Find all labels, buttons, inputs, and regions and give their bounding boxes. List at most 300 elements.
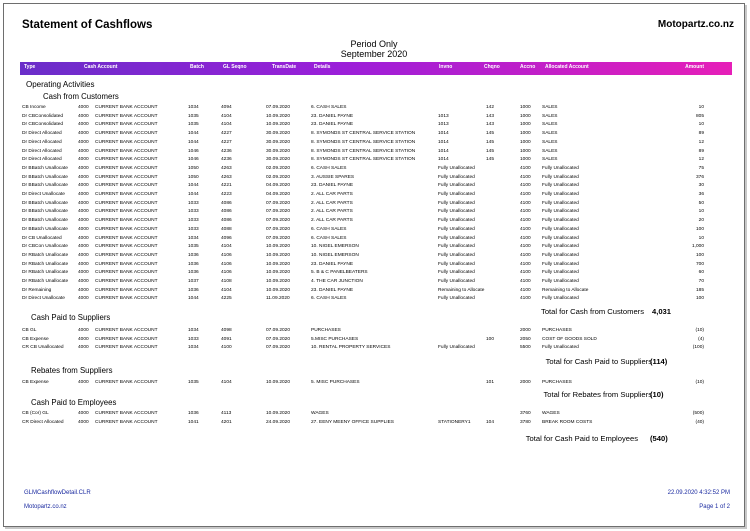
row-trans-date: 30.09.2020 [266,139,291,145]
row-chqno: 145 [486,131,495,137]
row-allocated-account: Fully Unallocated [542,252,579,258]
row-details: 10. RENTAL PROPERTY SERVICES [311,345,391,351]
row-amount: (10) [695,328,704,333]
row-cash-acc: 4000 [78,200,89,206]
row-allocated-account: Fully Unallocated [542,270,579,276]
row-cash-acc: 4000 [78,328,89,333]
row-trans-date: 07.09.2020 [266,345,291,351]
row-allocated-account: WAGES [542,411,560,416]
row-invno: 1014 [438,148,449,154]
row-cash-acc: 4000 [78,419,89,425]
row-type: Dr RBatch Unallocate [22,261,69,267]
row-cash-acc: 4000 [78,148,89,154]
row-batch: 1044 [188,183,199,189]
table-row [4,139,744,147]
row-cash-acc-name: CURRENT BANK ACCOUNT [95,345,158,351]
row-gl-seqno: 4263 [221,174,232,180]
row-invno: Fully Unallocated [438,345,475,351]
row-accno: 4100 [520,287,531,293]
row-type: Dr BBatch Unallocate [22,174,68,180]
row-batch: 1035 [188,244,199,250]
row-cash-acc-name: CURRENT BANK ACCOUNT [95,296,158,302]
row-amount: (4) [698,336,704,342]
report-file: GLMCashflowDetail.CLR [24,490,91,496]
table-row [4,156,744,164]
row-cash-acc: 4000 [78,174,89,180]
row-trans-date: 07.09.2020 [266,218,291,224]
row-amount: 700 [695,261,704,267]
row-details: 10. NIGEL EMERSON [311,244,359,250]
row-batch: 1044 [188,131,199,137]
row-accno: 1000 [520,122,531,128]
row-accno: 4100 [520,235,531,241]
row-cash-acc-name: CURRENT BANK ACCOUNT [95,122,158,128]
row-allocated-account: SALES [542,148,558,154]
row-invno: Fully Unallocated [438,235,475,241]
row-cash-acc-name: CURRENT BANK ACCOUNT [95,287,158,293]
row-type: CB Income [22,105,46,110]
row-amount: 70 [698,279,704,284]
row-accno: 1000 [520,148,531,154]
row-cash-acc-name: CURRENT BANK ACCOUNT [95,165,158,171]
row-cash-acc-name: CURRENT BANK ACCOUNT [95,226,158,232]
row-allocated-account: BREAK ROOM COSTS [542,419,593,425]
row-cash-acc: 4000 [78,209,89,215]
row-chqno: 143 [486,122,495,128]
row-batch: 1034 [188,345,199,351]
row-cash-acc-name: CURRENT BANK ACCOUNT [95,183,158,189]
row-chqno: 145 [486,157,495,163]
row-batch: 1036 [188,287,199,293]
row-details: 27. EENY MEENY OFFICE SUPPLIES [311,419,394,425]
table-row [4,295,744,303]
row-accno: 3760 [520,411,531,416]
row-batch: 1034 [188,105,199,110]
row-batch: 1050 [188,165,199,171]
row-batch: 1033 [188,336,199,342]
row-allocated-account: PURCHASES [542,380,572,385]
period-month: September 2020 [340,49,408,59]
section-heading: Rebates from Suppliers [31,366,113,375]
row-cash-acc: 4000 [78,270,89,276]
row-type: CB GL [22,328,37,333]
row-trans-date: 10.09.2020 [266,252,291,258]
row-gl-seqno: 4098 [221,328,232,333]
row-cash-acc: 4000 [78,261,89,267]
row-amount: (100) [692,345,704,351]
row-cash-acc-name: CURRENT BANK ACCOUNT [95,244,158,250]
row-details: 5. B & C PANELBEATERS [311,270,368,276]
row-details: PURCHASES [311,328,341,333]
table-row [4,278,744,286]
table-row [4,269,744,277]
row-batch: 1044 [188,296,199,302]
row-accno: 4100 [520,192,531,197]
row-batch: 1033 [188,200,199,206]
row-invno: 1014 [438,157,449,163]
section-total-label: Total for Rebates from Suppliers [543,390,652,399]
row-type: Dr CBConsolidated [22,122,64,128]
row-accno: 4100 [520,183,531,189]
row-accno: 4100 [520,174,531,180]
row-details: 6. CASH SALES [311,105,347,110]
row-details: 23. DANIEL PAYNE [311,183,354,189]
row-allocated-account: Fully Unallocated [542,209,579,215]
row-chqno: 100 [486,336,495,342]
row-accno: 4100 [520,226,531,232]
row-accno: 2000 [520,328,531,333]
row-invno: Fully Unallocated [438,270,475,276]
section-total-label: Total for Cash Paid to Suppliers [545,357,652,366]
row-allocated-account: Remaining to Allocate [542,287,589,293]
row-cash-acc-name: CURRENT BANK ACCOUNT [95,148,158,154]
row-cash-acc: 4000 [78,139,89,145]
table-row [4,336,744,344]
row-accno: 1000 [520,105,531,110]
section-heading: Cash Paid to Suppliers [31,313,111,322]
row-amount: (500) [692,411,704,416]
col-trans-date: TransDate [272,64,297,70]
row-cash-acc: 4000 [78,252,89,258]
row-trans-date: 10.09.2020 [266,287,291,293]
row-cash-acc-name: CURRENT BANK ACCOUNT [95,218,158,224]
row-trans-date: 10.09.2020 [266,411,291,416]
row-details: 2. ALL CAR PARTS [311,192,353,197]
row-gl-seqno: 4113 [221,411,232,416]
row-gl-seqno: 4227 [221,131,232,137]
col-details: Details [314,64,331,70]
row-accno: 4100 [520,218,531,224]
section-total-value: (540) [650,434,668,443]
row-invno: 1013 [438,122,449,128]
row-cash-acc-name: CURRENT BANK ACCOUNT [95,192,158,197]
row-accno: 4100 [520,279,531,284]
row-trans-date: 07.09.2020 [266,209,291,215]
row-gl-seqno: 4088 [221,226,232,232]
row-cash-acc: 4000 [78,336,89,342]
row-invno: 1014 [438,139,449,145]
table-row [4,261,744,269]
row-batch: 1033 [188,218,199,224]
row-allocated-account: COST OF GOODS SOLD [542,336,597,342]
row-accno: 1000 [520,131,531,137]
row-invno: Fully Unallocated [438,261,475,267]
row-trans-date: 07.09.2020 [266,336,291,342]
row-trans-date: 07.09.2020 [266,235,291,241]
row-invno: STATIONERY1 [438,419,471,425]
row-allocated-account: SALES [542,131,558,137]
period-label: Period Only [350,39,398,49]
row-amount: 10 [698,235,704,241]
section-total-label: Total for Cash from Customers [541,307,644,316]
row-gl-seqno: 4236 [221,148,232,154]
row-accno: 4100 [520,261,531,267]
row-amount: 89 [698,131,704,137]
row-trans-date: 10.09.2020 [266,270,291,276]
row-details: 8. SYMONDS ST CENTRAL SERVICE STATION [311,139,416,145]
row-batch: 1046 [188,157,199,163]
row-details: 2. ALL CAR PARTS [311,200,353,206]
row-invno: Remaining to Allocate [438,287,485,293]
row-type: Dr Remaining [22,287,52,293]
row-amount: 50 [698,200,704,206]
row-cash-acc: 4000 [78,122,89,128]
section-total-value: (10) [650,390,664,399]
row-accno: 4100 [520,296,531,302]
row-trans-date: 07.09.2020 [266,105,291,110]
row-gl-seqno: 4236 [221,157,232,163]
row-details: 8. SYMONDS ST CENTRAL SERVICE STATION [311,131,416,137]
row-details: WAGES [311,411,329,416]
row-invno: Fully Unallocated [438,252,475,258]
row-type: Dr RBatch Unallocate [22,279,69,284]
row-accno: 1000 [520,139,531,145]
row-amount: 10 [698,209,704,215]
row-trans-date: 30.09.2020 [266,148,291,154]
operating-activities-heading: Operating Activities [26,80,95,89]
row-allocated-account: Fully Unallocated [542,226,579,232]
row-invno: Fully Unallocated [438,244,475,250]
row-gl-seqno: 4086 [221,200,232,206]
row-batch: 1034 [188,328,199,333]
row-trans-date: 07.09.2020 [266,226,291,232]
row-cash-acc-name: CURRENT BANK ACCOUNT [95,328,158,333]
row-batch: 1050 [188,174,199,180]
company-site: Motopartz.co.nz [657,19,734,30]
col-batch: Batch [190,64,204,70]
row-amount: 36 [698,192,704,197]
row-invno: Fully Unallocated [438,183,475,189]
row-type: Dr BBatch Unallocate [22,209,68,215]
row-accno: 4100 [520,165,531,171]
row-cash-acc: 4000 [78,287,89,293]
row-details: 2. ALL CAR PARTS [311,209,353,215]
row-cash-acc-name: CURRENT BANK ACCOUNT [95,157,158,163]
report-page [3,3,745,527]
report-title: Statement of Cashflows [22,19,153,31]
table-row [4,208,744,216]
row-cash-acc-name: CURRENT BANK ACCOUNT [95,113,158,119]
column-header-bar [20,62,732,75]
row-type: CR Direct Allocated [22,419,64,425]
table-row [4,113,744,121]
col-invno: Invno [439,64,453,70]
table-row [4,148,744,156]
row-details: 23. DANIEL PAYNE [311,122,354,128]
row-cash-acc-name: CURRENT BANK ACCOUNT [95,261,158,267]
row-type: Dr Direct Allocated [22,148,62,154]
row-amount: 75 [698,165,704,171]
row-gl-seqno: 4086 [221,209,232,215]
row-cash-acc-name: CURRENT BANK ACCOUNT [95,279,158,284]
row-amount: 10 [698,122,704,128]
row-trans-date: 10.09.2020 [266,261,291,267]
row-details: 6. CASH SALES [311,235,347,241]
row-cash-acc: 4000 [78,183,89,189]
row-details: 23. DANIEL PAYNE [311,113,354,119]
row-type: Dr Direct Unallocate [22,296,65,302]
row-cash-acc-name: CURRENT BANK ACCOUNT [95,209,158,215]
row-cash-acc: 4000 [78,244,89,250]
row-batch: 1034 [188,235,199,241]
row-cash-acc-name: CURRENT BANK ACCOUNT [95,200,158,206]
row-invno: Fully Unallocated [438,200,475,206]
row-cash-acc-name: CURRENT BANK ACCOUNT [95,174,158,180]
row-amount: 30 [698,183,704,189]
col-cash-account: Cash Account [84,64,118,70]
row-amount: 100 [695,296,704,302]
row-chqno: 143 [486,113,495,119]
row-batch: 1036 [188,411,199,416]
table-row [4,419,744,427]
row-allocated-account: Fully Unallocated [542,345,579,351]
row-type: CR CB Unallocated [22,345,64,351]
row-type: Dr Direct Allocated [22,139,62,145]
page-number: Page 1 of 2 [699,504,730,510]
row-allocated-account: Fully Unallocated [542,244,579,250]
table-row [4,410,744,418]
row-accno: 2000 [520,380,531,385]
row-gl-seqno: 4104 [221,380,232,385]
row-batch: 1035 [188,380,199,385]
row-trans-date: 10.09.2020 [266,122,291,128]
row-accno: 3780 [520,419,531,425]
row-allocated-account: SALES [542,122,558,128]
row-type: Dr Direct Unallocate [22,192,65,197]
row-trans-date: 07.09.2020 [266,328,291,333]
row-chqno: 104 [486,419,495,425]
row-gl-seqno: 4091 [221,336,232,342]
row-batch: 1036 [188,261,199,267]
row-gl-seqno: 4086 [221,218,232,224]
row-allocated-account: Fully Unallocated [542,165,579,171]
row-allocated-account: Fully Unallocated [542,296,579,302]
row-gl-seqno: 4106 [221,270,232,276]
row-amount: 60 [698,270,704,276]
row-details: 10. NIGEL EMERSON [311,252,359,258]
row-trans-date: 10.09.2020 [266,380,291,385]
row-gl-seqno: 4263 [221,165,232,171]
row-cash-acc: 4000 [78,157,89,163]
row-cash-acc-name: CURRENT BANK ACCOUNT [95,105,158,110]
row-details: 8. SYMONDS ST CENTRAL SERVICE STATION [311,157,416,163]
row-type: CB Expense [22,336,49,342]
row-chqno: 101 [486,380,495,385]
section-total-value: 4,031 [652,307,672,316]
row-amount: 805 [695,113,704,119]
row-allocated-account: Fully Unallocated [542,218,579,224]
row-gl-seqno: 4225 [221,296,232,302]
row-amount: 10 [698,105,704,110]
row-details: 3. AUSSIE SPARES [311,174,355,180]
row-details: 5.MISC PURCHASES [311,336,359,342]
table-row [4,165,744,173]
row-cash-acc-name: CURRENT BANK ACCOUNT [95,419,158,425]
table-row [4,182,744,190]
row-cash-acc: 4000 [78,226,89,232]
row-gl-seqno: 4106 [221,261,232,267]
row-chqno: 142 [486,105,495,110]
row-amount: 1,000 [691,244,704,250]
row-allocated-account: SALES [542,139,558,145]
row-cash-acc-name: CURRENT BANK ACCOUNT [95,380,158,385]
row-allocated-account: Fully Unallocated [542,200,579,206]
col-gl-seqno: GL Seqno [223,64,247,70]
row-accno: 1000 [520,113,531,119]
row-batch: 1044 [188,192,199,197]
table-row [4,121,744,129]
row-allocated-account: Fully Unallocated [542,235,579,241]
row-gl-seqno: 4104 [221,113,232,119]
row-invno: Fully Unallocated [438,174,475,180]
row-amount: (10) [695,380,704,385]
row-type: CB (Cor) GL [22,411,49,416]
row-details: 5. MISC PURCHASES [311,380,360,385]
row-allocated-account: SALES [542,113,558,119]
row-cash-acc: 4000 [78,411,89,416]
row-details: 6. CASH SALES [311,296,347,302]
row-invno: Fully Unallocated [438,296,475,302]
row-type: Dr RBatch Unallocate [22,252,69,258]
row-cash-acc: 4000 [78,296,89,302]
row-cash-acc: 4000 [78,105,89,110]
row-amount: 12 [698,139,704,145]
row-accno: 5500 [520,345,531,351]
row-gl-seqno: 4108 [221,279,232,284]
row-type: Dr CBCon Unallocate [22,244,68,250]
row-invno: Fully Unallocated [438,226,475,232]
row-cash-acc-name: CURRENT BANK ACCOUNT [95,336,158,342]
row-allocated-account: SALES [542,105,558,110]
row-trans-date: 10.09.2020 [266,244,291,250]
col-amount: Amount [685,64,704,70]
row-allocated-account: Fully Unallocated [542,279,579,284]
row-cash-acc-name: CURRENT BANK ACCOUNT [95,252,158,258]
row-cash-acc: 4000 [78,279,89,284]
table-row [4,235,744,243]
table-row [4,226,744,234]
row-invno: Fully Unallocated [438,192,475,197]
row-cash-acc: 4000 [78,113,89,119]
row-type: Dr BBatch Unallocate [22,183,68,189]
row-amount: 100 [695,226,704,232]
row-accno: 2050 [520,336,531,342]
table-row [4,379,744,387]
table-row [4,287,744,295]
row-cash-acc-name: CURRENT BANK ACCOUNT [95,131,158,137]
row-cash-acc: 4000 [78,235,89,241]
row-gl-seqno: 4104 [221,122,232,128]
row-invno: Fully Unallocated [438,218,475,224]
section-total-value: (114) [650,357,668,366]
row-gl-seqno: 4221 [221,183,232,189]
row-details: 8. SYMONDS ST CENTRAL SERVICE STATION [311,148,416,154]
row-amount: 12 [698,157,704,163]
row-details: 4. THE CAR JUNCTION [311,279,363,284]
row-batch: 1041 [188,419,199,425]
row-gl-seqno: 4201 [221,419,232,425]
row-type: Dr BBatch Unallocate [22,226,68,232]
row-details: 6. CASH SALES [311,165,347,171]
row-cash-acc-name: CURRENT BANK ACCOUNT [95,411,158,416]
row-accno: 4100 [520,209,531,215]
row-type: Dr Direct Allocated [22,131,62,137]
row-batch: 1033 [188,209,199,215]
table-row [4,130,744,138]
row-cash-acc: 4000 [78,131,89,137]
row-cash-acc: 4000 [78,345,89,351]
section-total-label: Total for Cash Paid to Employees [525,434,638,443]
